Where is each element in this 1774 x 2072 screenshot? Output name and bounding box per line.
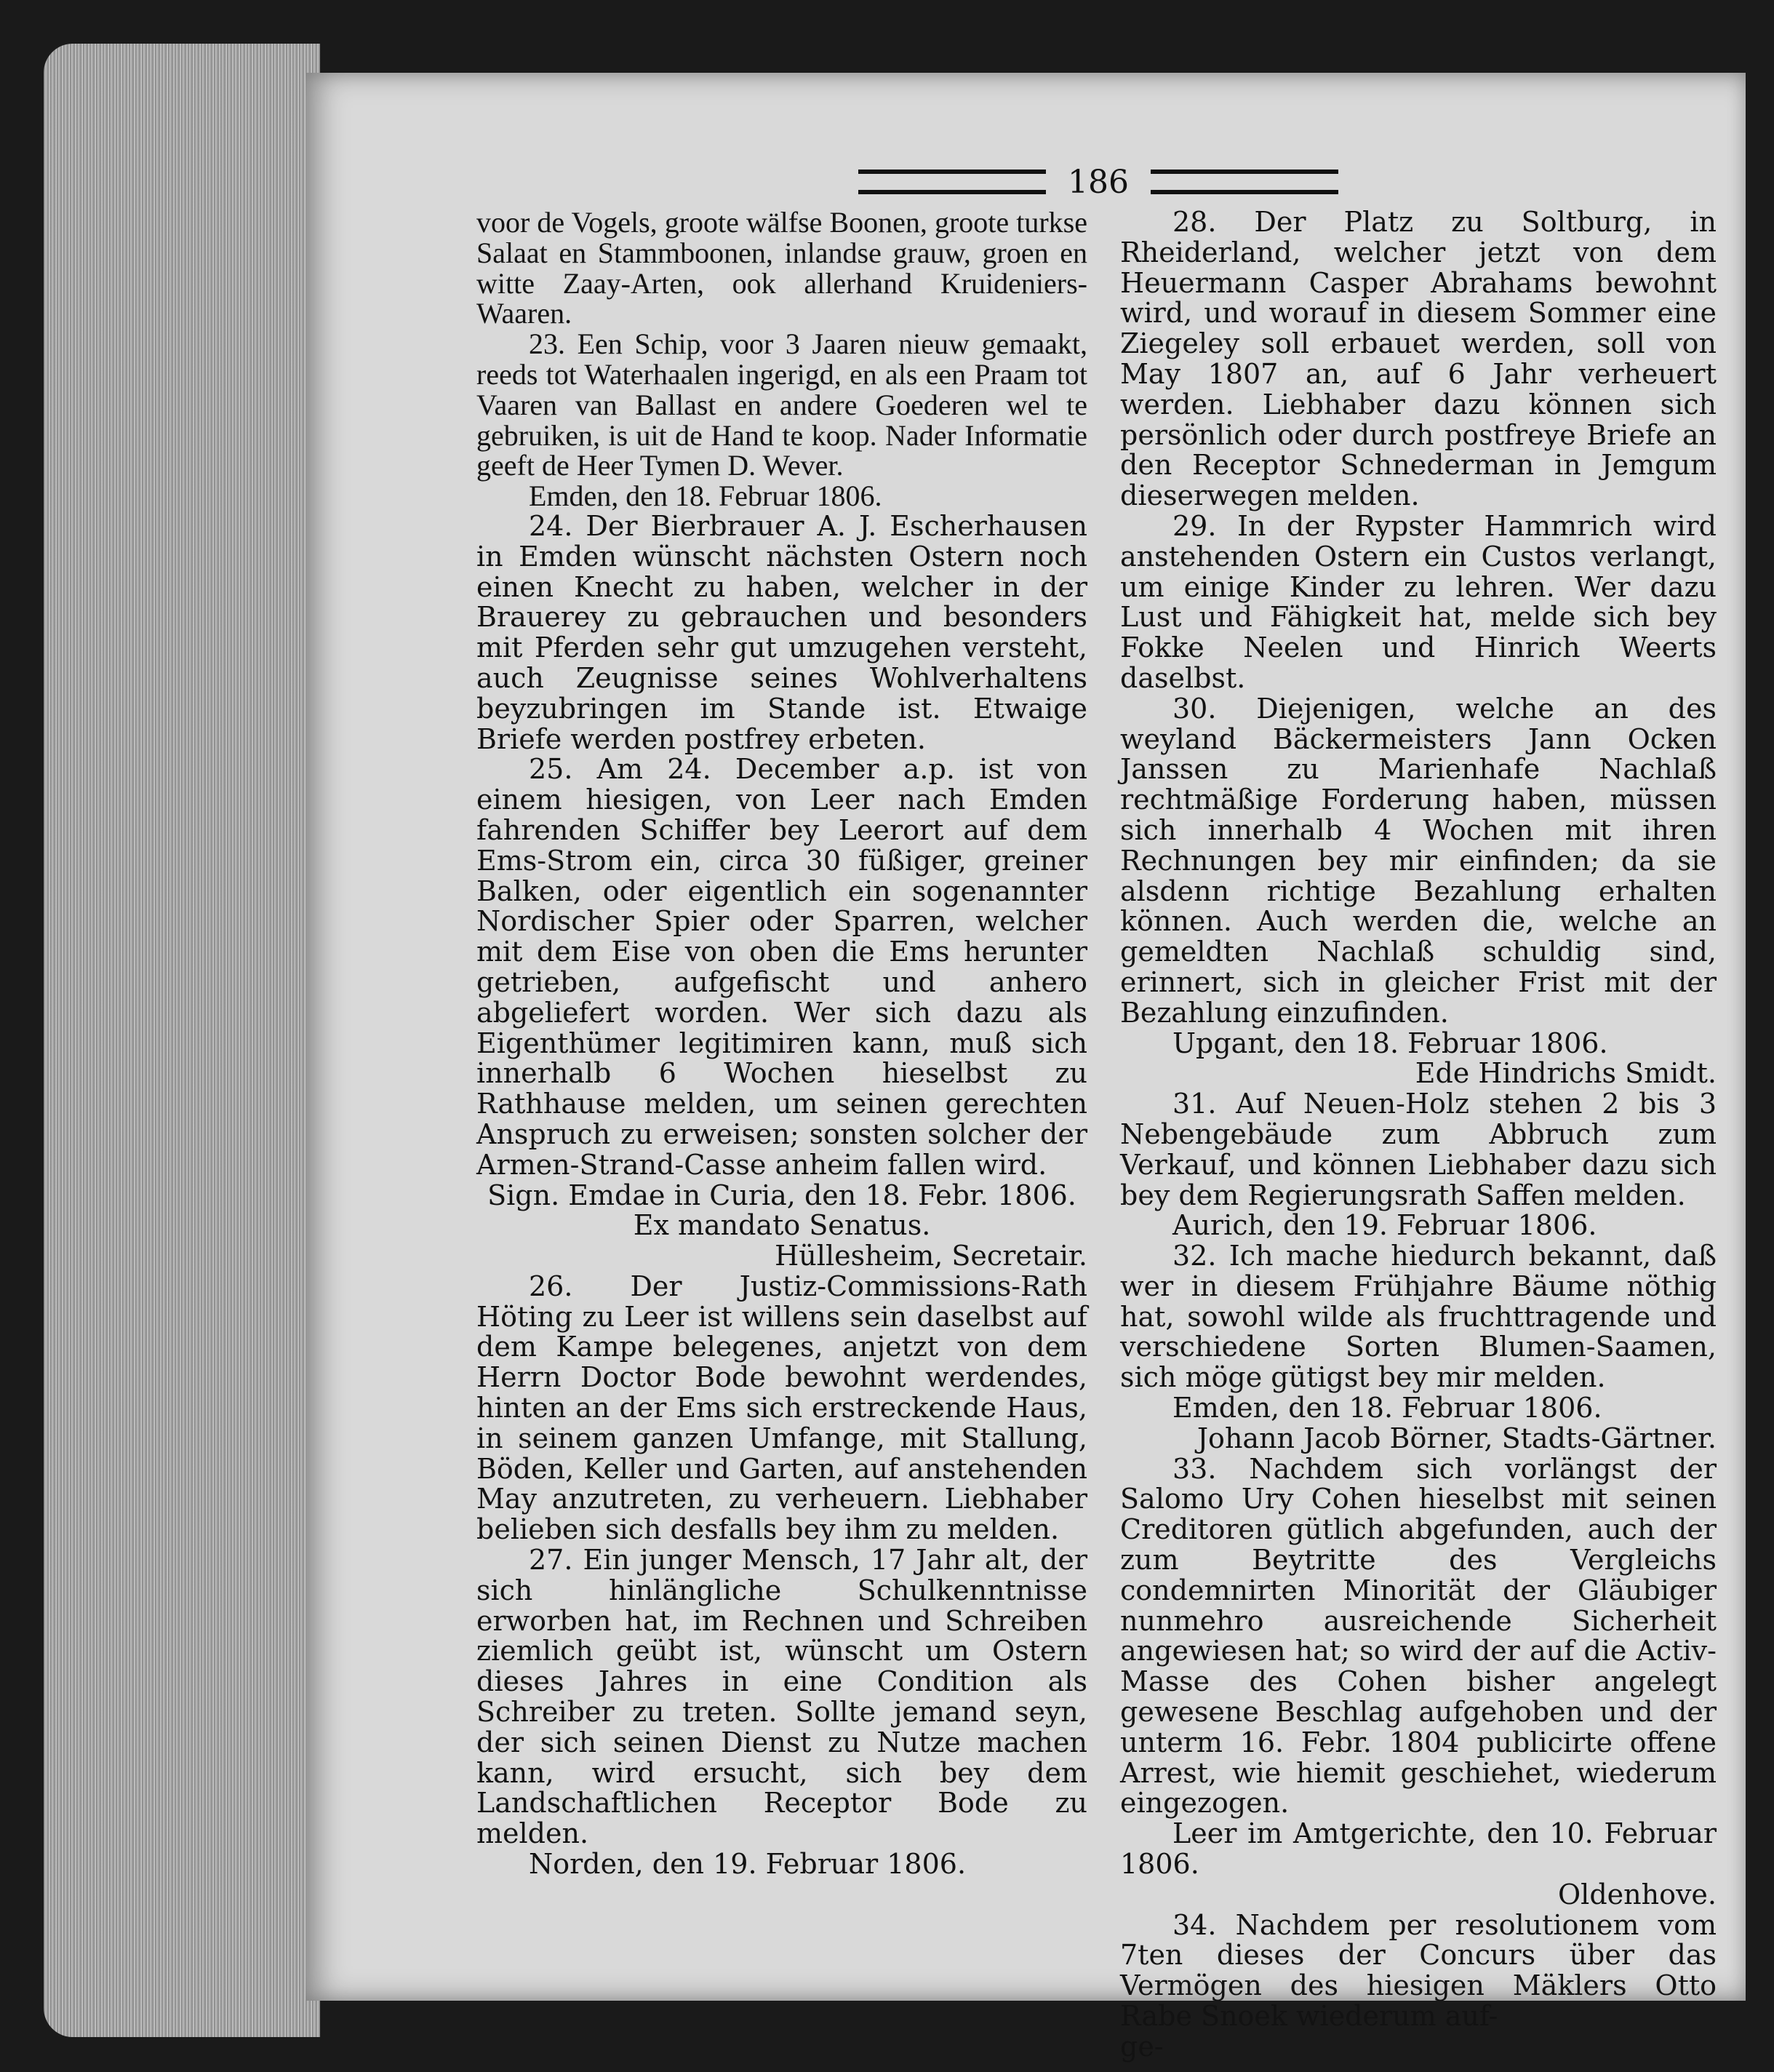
notice-33-dateline: Leer im Amtgerichte, den 10. Februar 1806. xyxy=(1120,1817,1717,1881)
notice-31-dateline: Aurich, den 19. Februar 1806. xyxy=(1172,1209,1597,1242)
notice-23-dateline: Emden, den 18. Februar 1806. xyxy=(529,479,882,513)
right-column xyxy=(1120,207,1717,2063)
catchword: ge- xyxy=(1120,2030,1164,2063)
notice-29: 29. In der Rypster Hammrich wird anstehenden Ostern ein Custos verlangt, um einige Kinder zu lehren. Wer dazu Lust und Fähigkeit hat, melde sich bey Fokke Neelen und Hinrich Weerts daselbst. xyxy=(1120,509,1717,694)
notice-25-signature: Hüllesheim, Secretair. xyxy=(775,1240,1087,1272)
notice-32: 32. Ich mache hiedurch bekannt, daß wer in diesem Frühjahre Bäume nöthig hat, sowohl wilde als fruchttragende und verschiedene Sorten Blumen-Saamen, sich möge gütigst bey mir melden. xyxy=(1120,1240,1717,1394)
notice-33-signature: Oldenhove. xyxy=(1558,1878,1717,1910)
header-rule-left xyxy=(858,170,1046,194)
book-page-edges xyxy=(44,44,320,2037)
notice-28: 28. Der Platz zu Soltburg, in Rheiderland, welcher jetzt von dem Heuermann Casper Abrahams bewohnt wird, und worauf in diesem Sommer eine Ziegeley soll erbauet werden, soll von May 1807 an, auf 6 Jahr verheuert werden. Liebhaber dazu können sich persönlich oder durch postfreye Briefe an den Receptor Schnederman in Jemgum dieserwegen melden. xyxy=(1120,206,1717,512)
notice-24: 24. Der Bierbrauer A. J. Escherhausen in Emden wünscht nächsten Ostern noch einen Knecht zu haben, welcher in der Brauerey zu gebrauchen und besonders mit Pferden sehr gut umzugehen versteht, auch Zeugnisse seines Wohlverhaltens beyzubringen im Stande ist. Etwaige Briefe werden postfrey erbeten. xyxy=(476,509,1087,755)
notice-30: 30. Diejenigen, welche an des weyland Bäckermeisters Jann Ocken Janssen zu Marienhafe Nachlaß rechtmäßige Forderung haben, müssen sich innerhalb 4 Wochen mit ihren Rechnungen bey mir einfinden; da sie alsdenn richtige Bezahlung erhalten können. Auch werden die, welche an gemeldten Nachlaß schuldig sind, erinnert, sich in gleicher Frist mit der Bezahlung einzufinden. xyxy=(1120,692,1717,1029)
notice-25: 25. Am 24. December a.p. ist von einem hiesigen, von Leer nach Emden fahrenden Schiffer bey Leerort auf dem Ems-Strom ein, circa 30 füßiger, greiner Balken, oder eigentlich ein sogenannter Nordischer Spier oder Sparren, welcher mit dem Eise von oben die Ems herunter getrieben, aufgefischt und anhero abgeliefert worden. Wer sich dazu als Eigenthümer legitimiren kann, muß sich innerhalb 6 Wochen hieselbst zu Rathhause melden, um seinen gerechten Anspruch zu erweisen; sonsten solcher der Armen-Strand-Casse anheim fallen wird. xyxy=(476,753,1087,1181)
notice-32-dateline: Emden, den 18. Februar 1806. xyxy=(1172,1392,1602,1424)
paragraph-continuation: voor de Vogels, groote wälfse Boonen, groote turkse Salaat en Stammboonen, inlandse grauw, groen en witte Zaay-Arten, ook allerhand Kruideniers-Waaren. xyxy=(476,206,1087,330)
notice-27: 27. Ein junger Mensch, 17 Jahr alt, der sich hinlängliche Schulkenntnisse erworben hat, im Rechnen und Schreiben ziemlich geübt ist, wünscht um Ostern dieses Jahres in eine Condition als Schreiber zu treten. Sollte jemand seyn, der sich seinen Dienst zu Nutze machen kann, wird ersucht, sich bey dem Landschaftlichen Receptor Bode zu melden. xyxy=(476,1544,1087,1850)
left-column xyxy=(476,207,1087,1880)
notice-32-signature: Johann Jacob Börner, Stadts-Gärtner. xyxy=(1196,1422,1717,1454)
notice-33: 33. Nachdem sich vorlängst der Salomo Ury Cohen hieselbst mit seinen Creditoren gütlich abgefunden, auch der zum Beytritte des Vergleichs condemnirten Minorität der Gläubiger nunmehro ausreichende Sicherheit angewiesen hat; so wird der auf die Activ-Masse des Cohen bisher angelegt gewesene Beschlag aufgehoben und der unterm 16. Febr. 1804 publicirte offene Arrest, wie hiemit geschiehet, wiederum eingezogen. xyxy=(1120,1452,1717,1820)
notice-26: 26. Der Justiz-Commissions-Rath Höting zu Leer ist willens sein daselbst auf dem Kampe belegenes, anjetzt von dem Herrn Doctor Bode bewohnt werdendes, hinten an der Ems sich erstreckende Haus, in seinem ganzen Umfange, mit Stallung, Böden, Keller und Garten, auf anstehenden May anzutreten, zu verheuern. Liebhaber belieben sich desfalls bey ihm zu melden. xyxy=(476,1270,1087,1546)
notice-30-signature: Ede Hindrichs Smidt. xyxy=(1415,1057,1717,1090)
notice-23: 23. Een Schip, voor 3 Jaaren nieuw gemaakt, reeds tot Waterhaalen ingerigd, en als een Praam tot Vaaren van Ballast en andere Goederen wel te gebruiken, is uit de Hand te koop. Nader Informatie geeft de Heer Tymen D. Wever. xyxy=(476,327,1087,482)
notice-25-mandate: Ex mandato Senatus. xyxy=(633,1209,931,1242)
page-header xyxy=(858,153,1338,211)
notice-30-dateline: Upgant, den 18. Februar 1806. xyxy=(1172,1027,1608,1059)
notice-27-dateline: Norden, den 19. Februar 1806. xyxy=(529,1848,967,1881)
notice-25-dateline: Sign. Emdae in Curia, den 18. Febr. 1806. xyxy=(487,1179,1076,1211)
notice-34: 34. Nachdem per resolutionem vom 7ten dieses der Concurs über das Vermögen des hiesigen Mäklers Otto Rabe Snoek wiederum auf- xyxy=(1120,1908,1717,2033)
header-rule-right xyxy=(1151,170,1338,194)
page-number: 186 xyxy=(1068,163,1129,201)
notice-31: 31. Auf Neuen-Holz stehen 2 bis 3 Nebengebäude zum Abbruch zum Verkauf, und können Liebhaber dazu sich bey dem Regierungsrath Saffen melden. xyxy=(1120,1088,1717,1211)
